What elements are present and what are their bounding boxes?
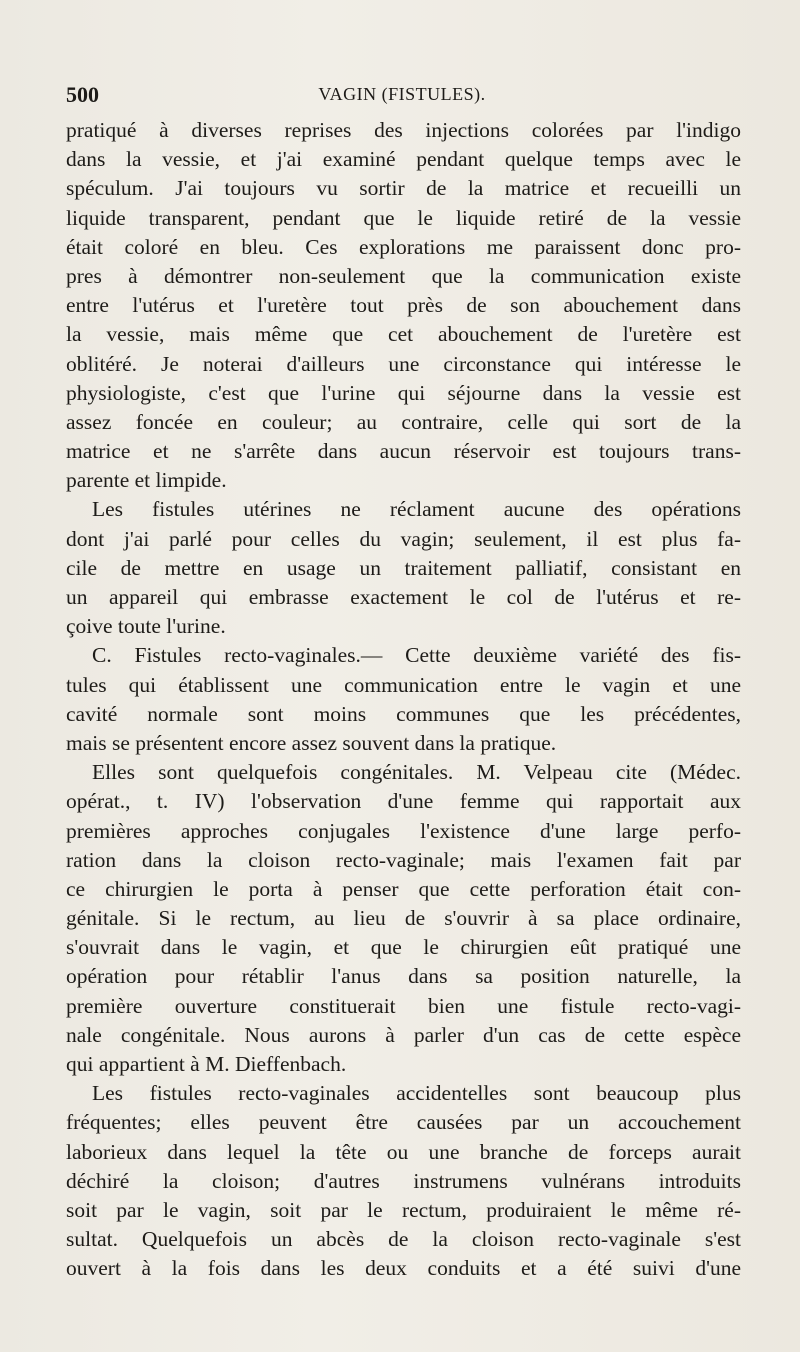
text-line: fréquentes; elles peuvent être causées par un accouchement bbox=[66, 1110, 741, 1135]
text-line: matrice et ne s'arrête dans aucun réservoir est toujours trans- bbox=[66, 439, 741, 464]
text-line: oblitéré. Je noterai d'ailleurs une circonstance qui intéresse le bbox=[66, 351, 741, 376]
text-line: pratiqué à diverses reprises des injections colorées par l'indigo bbox=[66, 118, 741, 142]
text-line: spéculum. J'ai toujours vu sortir de la matrice et recueilli un bbox=[66, 176, 741, 201]
text-line: déchiré la cloison; d'autres instrumens vulnérans introduits bbox=[66, 1168, 741, 1193]
text-line: Elles sont quelquefois congénitales. M. Velpeau cite (Médec. bbox=[92, 760, 741, 785]
text-line: la vessie, mais même que cet abouchement de l'uretère est bbox=[66, 322, 741, 347]
text-line: Les fistules recto-vaginales accidentelles sont beaucoup plus bbox=[92, 1081, 741, 1106]
text-line: assez foncée en couleur; au contraire, celle qui sort de la bbox=[66, 409, 741, 434]
text-line: opération pour rétablir l'anus dans sa position naturelle, la bbox=[66, 964, 741, 989]
text-line: qui appartient à M. Dieffenbach. bbox=[66, 1052, 347, 1076]
text-line: Les fistules utérines ne réclament aucune des opérations bbox=[92, 497, 741, 522]
text-line: cavité normale sont moins communes que les précédentes, bbox=[66, 701, 741, 726]
text-line: tules qui établissent une communication entre le vagin et une bbox=[66, 672, 741, 697]
text-line: était coloré en bleu. Ces explorations me paraissent donc pro- bbox=[66, 234, 741, 259]
text-line: C. Fistules recto-vaginales.— Cette deuxième variété des fis- bbox=[92, 643, 741, 668]
text-line: parente et limpide. bbox=[66, 468, 227, 493]
running-head: VAGIN (FISTULES). bbox=[318, 84, 486, 104]
text-line: liquide transparent, pendant que le liquide retiré de la vessie bbox=[66, 205, 741, 230]
text-line: opérat., t. IV) l'observation d'une femme qui rapportait aux bbox=[66, 789, 741, 814]
text-line: génitale. Si le rectum, au lieu de s'ouvrir à sa place ordinaire, bbox=[66, 906, 741, 931]
body-text bbox=[66, 116, 741, 1284]
page-header bbox=[64, 82, 740, 112]
text-line: cile de mettre en usage un traitement palliatif, consistant en bbox=[66, 555, 741, 580]
text-line: premières approches conjugales l'existence d'une large perfo- bbox=[66, 818, 741, 843]
text-line: dans la vessie, et j'ai examiné pendant quelque temps avec le bbox=[66, 147, 741, 172]
text-line: un appareil qui embrasse exactement le col de l'utérus et re- bbox=[66, 585, 741, 609]
text-line: mais se présentent encore assez souvent dans la pratique. bbox=[66, 730, 557, 755]
text-line: première ouverture constituerait bien une fistule recto-vagi- bbox=[66, 993, 741, 1018]
text-line: laborieux dans lequel la tête ou une branche de forceps aurait bbox=[66, 1139, 741, 1164]
text-line: physiologiste, c'est que l'urine qui séjourne dans la vessie est bbox=[66, 380, 741, 405]
page-number: 500 bbox=[66, 82, 99, 107]
text-line: nale congénitale. Nous aurons à parler d'un cas de cette espèce bbox=[66, 1022, 741, 1047]
text-line: soit par le vagin, soit par le rectum, produiraient le même ré- bbox=[66, 1197, 741, 1222]
text-line: pres à démontrer non-seulement que la communication existe bbox=[66, 263, 741, 288]
text-line: sultat. Quelquefois un abcès de la cloison recto-vaginale s'est bbox=[66, 1227, 741, 1252]
text-line: ce chirurgien le porta à penser que cette perforation était con- bbox=[66, 876, 741, 901]
text-line: entre l'utérus et l'uretère tout près de son abouchement dans bbox=[66, 293, 741, 318]
text-line: ouvert à la fois dans les deux conduits et a été suivi d'une bbox=[66, 1256, 741, 1281]
text-line: ration dans la cloison recto-vaginale; mais l'examen fait par bbox=[66, 847, 741, 872]
text-line: çoive toute l'urine. bbox=[66, 614, 226, 639]
text-line: s'ouvrait dans le vagin, et que le chirurgien eût pratiqué une bbox=[66, 935, 741, 960]
text-line: dont j'ai parlé pour celles du vagin; seulement, il est plus fa- bbox=[66, 526, 741, 551]
